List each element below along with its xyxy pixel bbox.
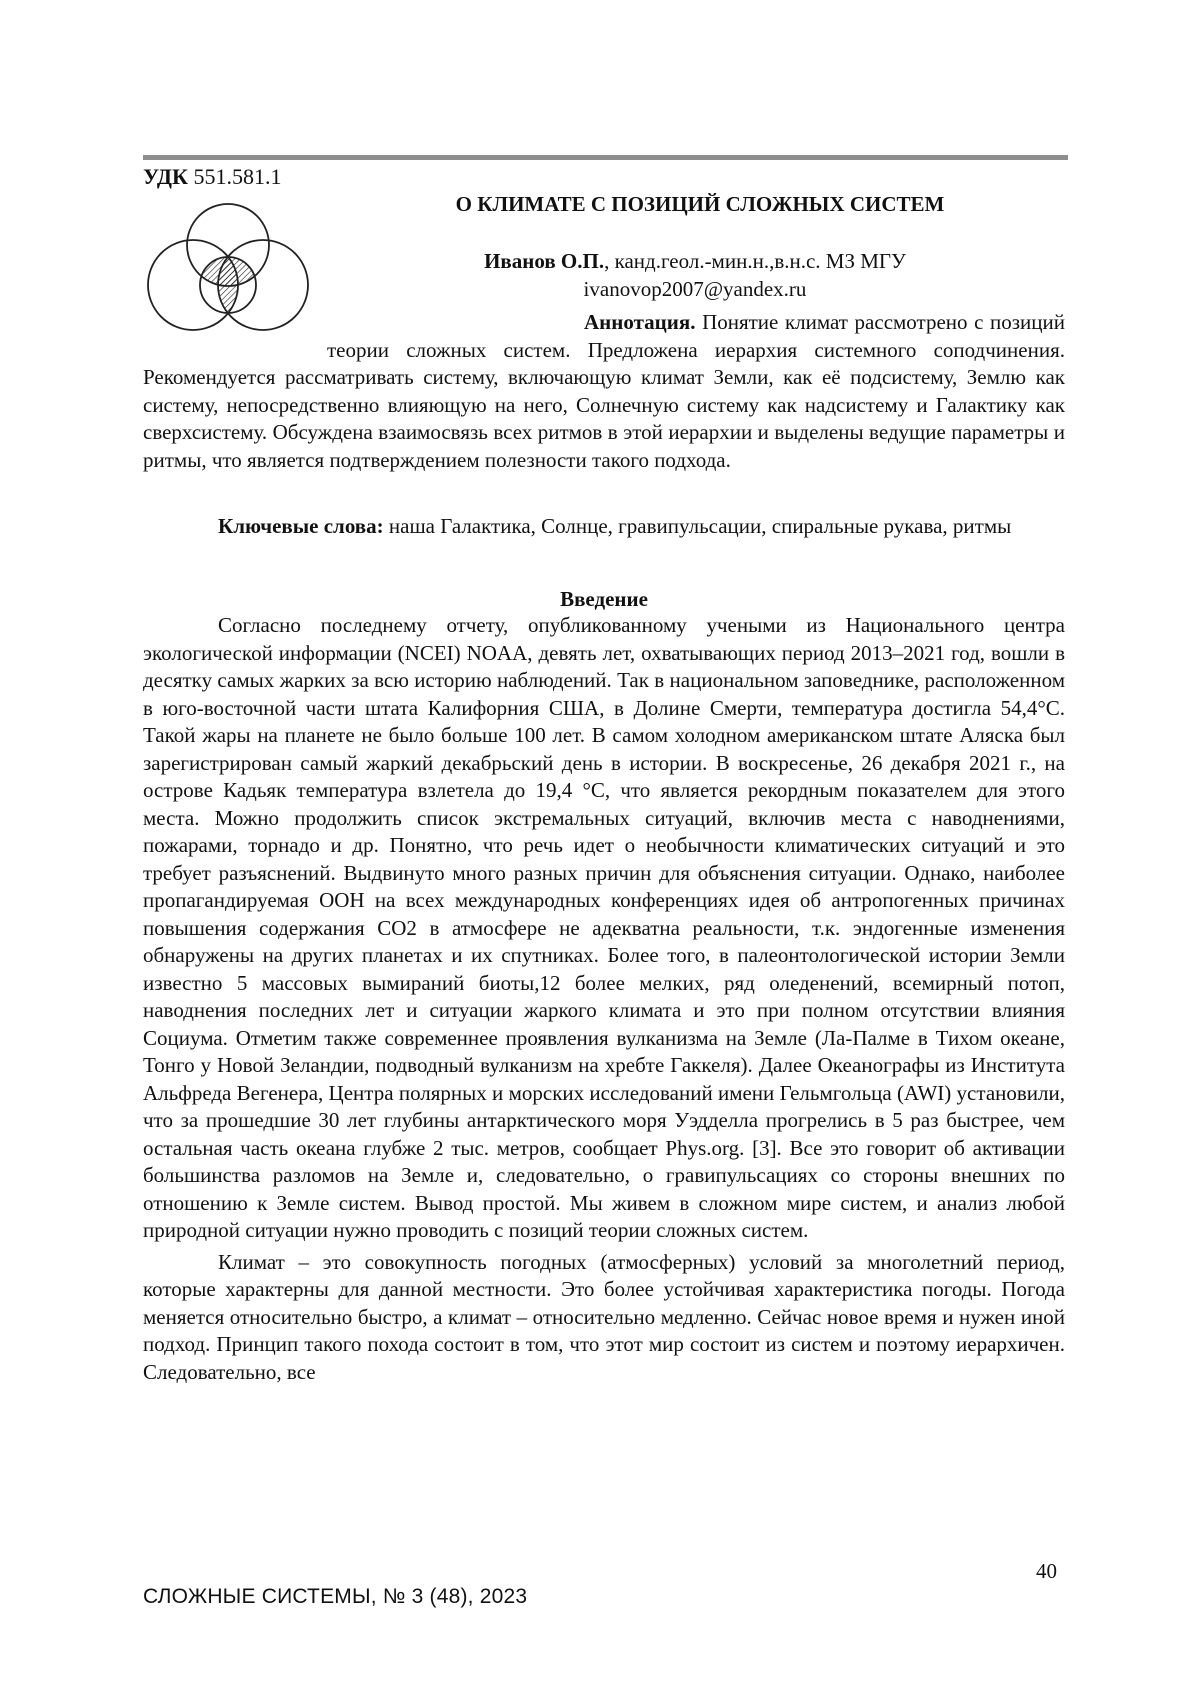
udk-line <box>143 163 282 191</box>
keywords-text: наша Галактика, Солнце, гравипульсации, спиральные рукава, ритмы <box>384 514 1012 538</box>
abstract-text: Понятие климат рассмотрено с позиций теории сложных систем. Предложена иерархия системного соподчинения. Рекомендуется рассматривать систему, включающую климат Земли, как её подсистему, Землю как систему, непосредственно влияющую на него, Солнечную систему как надсистему и Галактику как сверхсистему. Обсуждена взаимосвязь всех ритмов в этой иерархии и выделены ведущие параметры и ритмы, что является подтверждением полезности такого подхода. <box>143 310 1065 472</box>
keywords-label: Ключевые слова: <box>218 514 384 538</box>
header-rule <box>143 155 1068 160</box>
author-email: ivanovop2007@yandex.ru <box>420 275 970 303</box>
udk-label: УДК <box>143 164 188 189</box>
author-affiliation: , канд.геол.-мин.н.,в.н.с. МЗ МГУ <box>604 249 906 273</box>
journal-footer: СЛОЖНЫЕ СИСТЕМЫ, № 3 (48), 2023 <box>143 1583 527 1611</box>
article-title: О КЛИМАТЕ С ПОЗИЦИЙ СЛОЖНЫХ СИСТЕМ <box>400 190 1000 218</box>
paragraph: Климат – это совокупность погодных (атмосферных) условий за многолетний период, которые характерны для данной местности. Это более устойчивая характеристика погоды. Погода меняется относительно быстро, а климат – относительно медленно. Сейчас новое время и нужен иной подход. Принцип такого похода состоит в том, что этот мир состоит из систем и поэтому иерархичен. Следовательно, все <box>143 1249 1065 1387</box>
abstract-label: Аннотация. <box>584 310 695 334</box>
author-line <box>420 247 970 275</box>
paragraph: Согласно последнему отчету, опубликованному учеными из Национального центра экологической информации (NCEI) NOAA, девять лет, охватывающих период 2013–2021 год, вошли в десятку самых жарких за всю историю наблюдений. Так в национальном заповеднике, расположенном в юго-восточной части штата Калифорния США, в Долине Смерти, температура достигла 54,4°С. Такой жары на планете не было больше 100 лет. В самом холодном американском штате Аляска был зарегистрирован самый жаркий декабрьский день в истории. В воскресенье, 26 декабря 2021 г., на острове Кадьяк температура взлетела до 19,4 °C, что является рекордным показателем для этого места. Можно продолжить список экстремальных ситуаций, включив места с наводнениями, пожарами, торнадо и др. Понятно, что речь идет о необычности климатических ситуаций и это требует разъяснений. Выдвинуто много разных причин для объяснения ситуации. Однако, наиболее пропагандируемая ООН на всех международных конференциях идея об антропогенных причинах повышения содержания СО2 в атмосфере не адекватна реальности, т.к. эндогенные изменения обнаружены на других планетах и их спутниках. Более того, в палеонтологической истории Земли известно 5 массовых вымираний биоты,12 более мелких, ряд оледенений, всемирный потоп, наводнения последних лет и ситуации жаркого климата и это при полном отсутствии влияния Социума. Отметим также современнее проявления вулканизма на Земле (Ла-Палме в Тихом океане, Тонго у Новой Зеландии, подводный вулканизм на хребте Гаккеля). Далее Океанографы из Института Альфреда Вегенера, Центра полярных и морских исследований имени Гельмгольца (AWI) установили, что за прошедшие 30 лет глубины антарктического моря Уэдделла прогрелись в 5 раз быстрее, чем остальная часть океана глубже 2 тыс. метров, сообщает Phys.org. [3]. Все это говорит об активации большинства разломов на Земле и, следовательно, о гравипульсациях со стороны внешних по отношению к Земле систем. Вывод простой. Мы живем в сложном мире систем, и анализ любой природной ситуации нужно проводить с позиций теории сложных систем. <box>143 612 1065 1245</box>
abstract <box>143 309 1065 474</box>
keywords <box>143 513 1065 541</box>
udk-code: 551.581.1 <box>194 164 282 189</box>
author-name: Иванов О.П. <box>484 249 604 273</box>
page-number: 40 <box>1036 1557 1057 1585</box>
body-text <box>143 612 1065 1390</box>
section-title-introduction: Введение <box>143 585 1065 613</box>
